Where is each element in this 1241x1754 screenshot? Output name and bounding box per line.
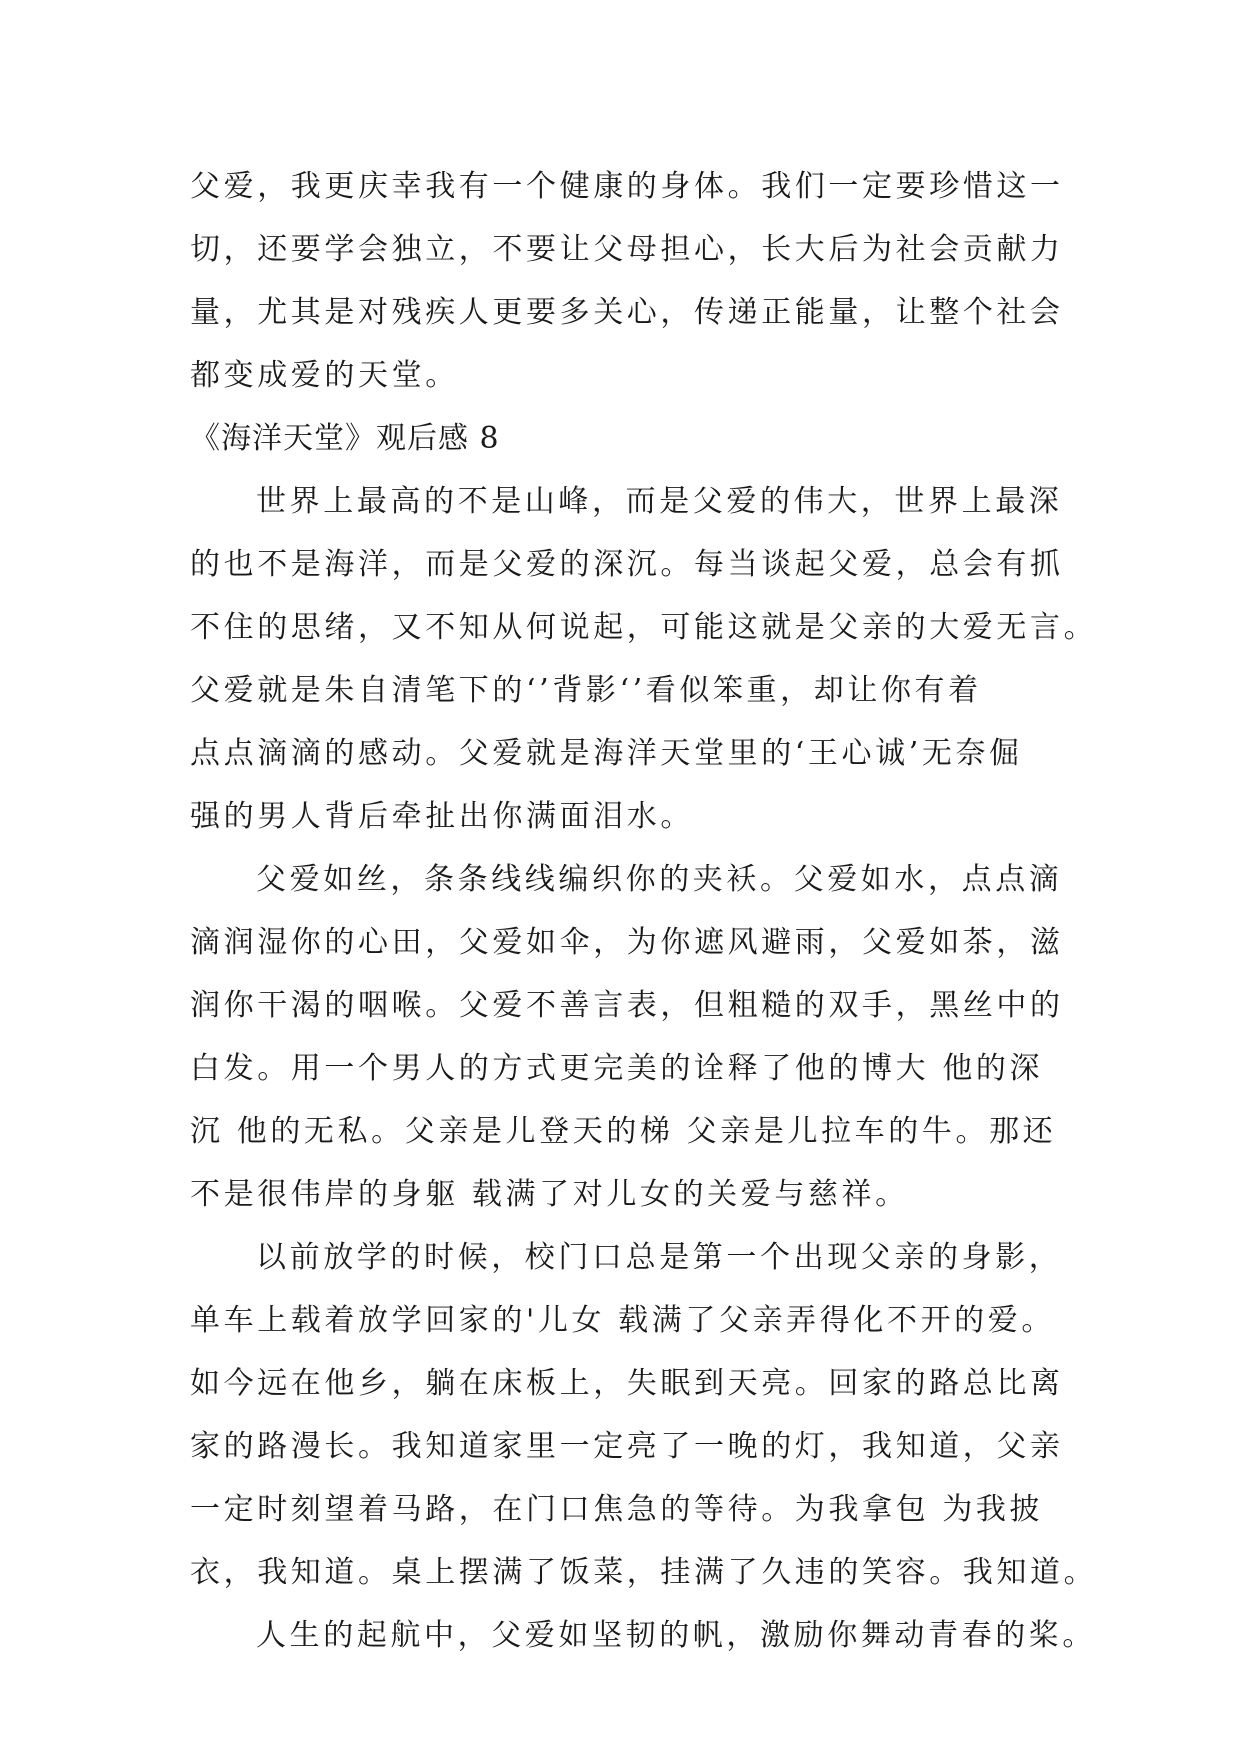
paragraph-first-line: 以前放学的时候，校门口总是第一个出现父亲的身影，	[256, 1240, 1063, 1275]
text-line: 点点滴滴的感动。父爱就是海洋天堂里的‘王心诚’无奈倔	[190, 736, 1023, 771]
text-line: 不住的思绪，又不知从何说起，可能这就是父亲的大爱无言。	[190, 610, 1098, 645]
text-line: 父爱，我更庆幸我有一个健康的身体。我们一定要珍惜这一	[190, 169, 1064, 204]
text-line: 单车上载着放学回家的'儿女 载满了父亲弄得化不开的爱。	[190, 1303, 1055, 1338]
text-line: 都变成爱的天堂。	[190, 358, 459, 393]
text-line: 父爱就是朱自清笔下的‘’背影‘’看似笨重，却让你有着	[190, 673, 982, 708]
text-line: 不是很伟岸的身躯 载满了对儿女的关爱与慈祥。	[190, 1177, 909, 1212]
text-line: 一定时刻望着马路，在门口焦急的等待。为我拿包 为我披	[190, 1492, 1044, 1527]
text-line: 如今远在他乡，躺在床板上，失眠到天亮。回家的路总比离	[190, 1366, 1064, 1401]
text-line: 的也不是海洋，而是父爱的深沉。每当谈起父爱，总会有抓	[190, 547, 1064, 582]
paragraph-first-line: 人生的起航中，父爱如坚韧的帆，激励你舞动青春的桨。	[256, 1618, 1096, 1653]
section-title: 《海洋天堂》观后感 8	[190, 421, 500, 456]
text-line: 沉 他的无私。父亲是儿登天的梯 父亲是儿拉车的牛。那还	[190, 1114, 1057, 1149]
text-line: 白发。用一个男人的方式更完美的诠释了他的博大 他的深	[190, 1051, 1044, 1086]
text-line: 量，尤其是对残疾人更要多关心，传递正能量，让整个社会	[190, 295, 1064, 330]
text-line: 切，还要学会独立，不要让父母担心，长大后为社会贡献力	[190, 232, 1064, 267]
text-line: 家的路漫长。我知道家里一定亮了一晚的灯，我知道，父亲	[190, 1429, 1064, 1464]
paragraph-first-line: 父爱如丝，条条线线编织你的夹袄。父爱如水，点点滴	[256, 862, 1063, 897]
text-line: 滴润湿你的心田，父爱如伞，为你遮风避雨，父爱如茶，滋	[190, 925, 1064, 960]
document-page	[190, 155, 1098, 1667]
text-line: 润你干渴的咽喉。父爱不善言表，但粗糙的双手，黑丝中的	[190, 988, 1064, 1023]
paragraph-first-line: 世界上最高的不是山峰，而是父爱的伟大，世界上最深	[256, 484, 1063, 519]
text-line: 强的男人背后牵扯出你满面泪水。	[190, 799, 694, 834]
text-line: 衣，我知道。桌上摆满了饭菜，挂满了久违的笑容。我知道。	[190, 1555, 1098, 1590]
